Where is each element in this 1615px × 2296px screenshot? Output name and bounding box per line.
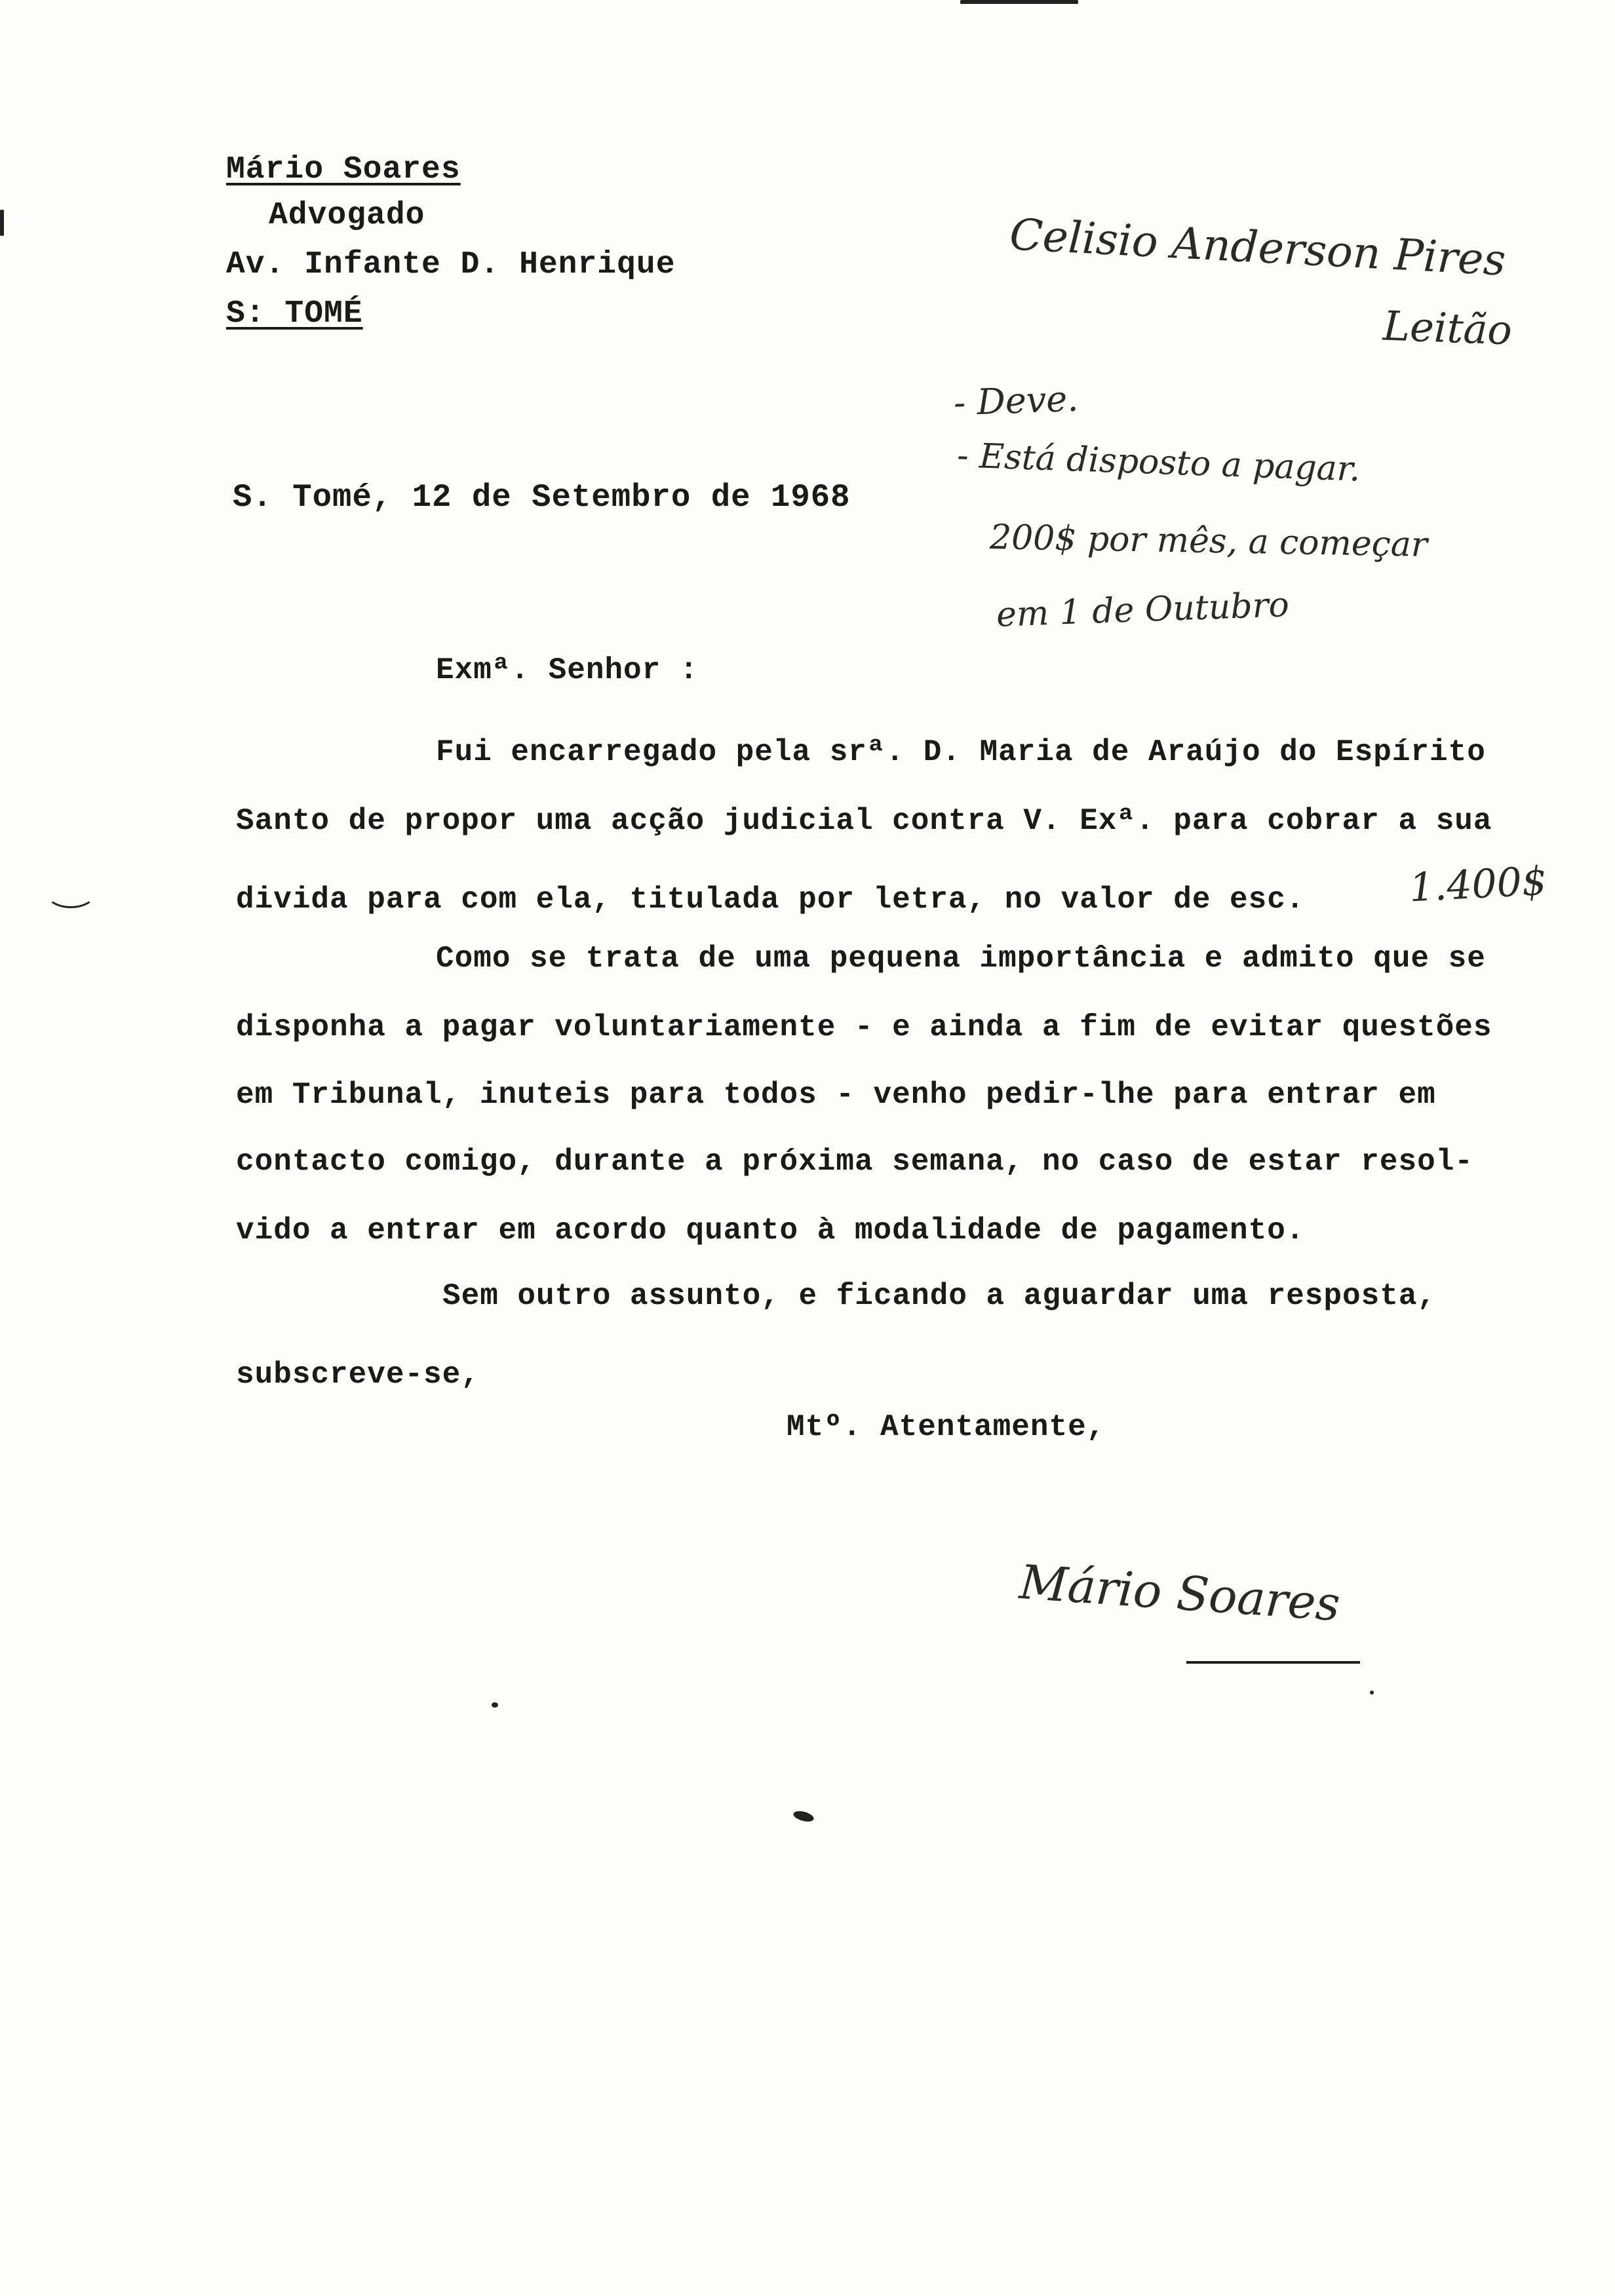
scan-speck xyxy=(792,1809,815,1824)
signature: Mário Soares xyxy=(1017,1554,1342,1632)
letterhead-profession: Advogado xyxy=(269,198,425,233)
handwritten-addressee-line1: Celisio Anderson Pires xyxy=(1008,209,1508,286)
handwritten-note-line2: - Está disposto a pagar. xyxy=(956,436,1361,489)
body-p2-line5: vido a entrar em acordo quanto à modalidade de pagamento. xyxy=(236,1214,1305,1248)
scan-speck xyxy=(960,0,1078,4)
letterhead-name: Mário Soares xyxy=(226,152,461,187)
letterhead-address: Av. Infante D. Henrique xyxy=(226,247,676,282)
handwritten-amount: 1.400$ xyxy=(1408,858,1548,911)
scan-speck xyxy=(1370,1691,1374,1694)
body-p2-line4: contacto comigo, durante a próxima semana, no caso de estar resol- xyxy=(236,1145,1473,1179)
closing: Mtº. Atentamente, xyxy=(787,1410,1106,1444)
handwritten-note-line4: em 1 de Outubro xyxy=(996,585,1290,635)
handwritten-addressee-line2: Leitão xyxy=(1382,301,1513,354)
body-p2-line1: Como se trata de uma pequena importância e admito que se xyxy=(436,942,1486,976)
handwritten-note-line1: - Deve. xyxy=(952,377,1080,424)
signature-underline xyxy=(1186,1661,1360,1664)
salutation: Exmª. Senhor : xyxy=(436,653,699,687)
body-p1-line2: Santo de propor uma acção judicial contra V. Exª. para cobrar a sua xyxy=(236,804,1492,838)
body-p1-line1: Fui encarregado pela srª. D. Maria de Araújo do Espírito xyxy=(436,735,1486,769)
body-p3-line2: subscreve-se, xyxy=(236,1358,480,1392)
punch-hole-mark xyxy=(46,878,96,908)
body-p2-line2: disponha a pagar voluntariamente - e ainda a fim de evitar questões xyxy=(236,1010,1492,1044)
letterhead-city: S: TOMÉ xyxy=(226,296,363,332)
body-p2-line3: em Tribunal, inuteis para todos - venho pedir-lhe para entrar em xyxy=(236,1078,1436,1112)
handwritten-note-line3: 200$ por mês, a começar xyxy=(989,518,1428,565)
scan-speck xyxy=(0,210,4,236)
scan-speck xyxy=(492,1702,498,1708)
date-line: S. Tomé, 12 de Setembro de 1968 xyxy=(233,479,851,516)
body-p3-line1: Sem outro assunto, e ficando a aguardar uma resposta, xyxy=(442,1279,1437,1313)
body-p1-line3: divida para com ela, titulada por letra, no valor de esc. xyxy=(236,883,1305,917)
